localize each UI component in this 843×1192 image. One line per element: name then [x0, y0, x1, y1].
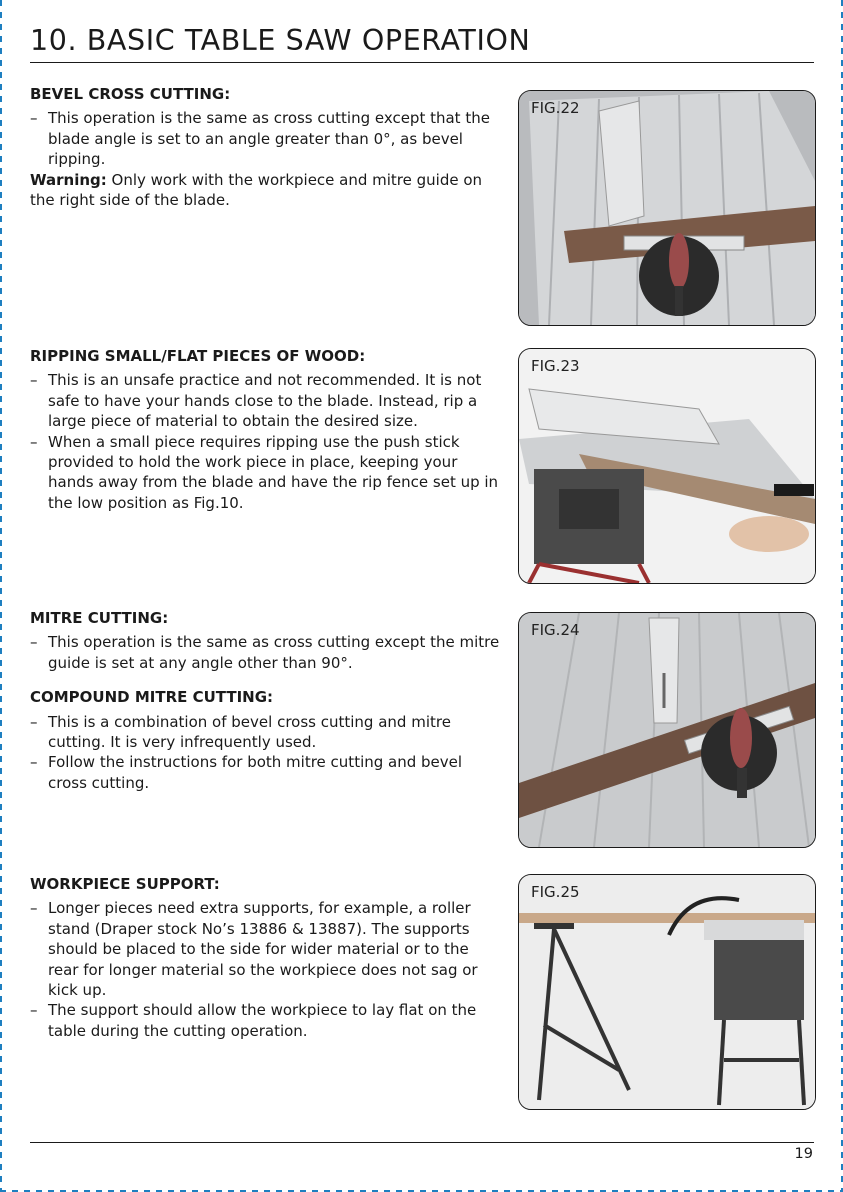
bullet-dash: –	[30, 633, 38, 652]
figure-label: FIG.25	[531, 883, 580, 901]
warning-text: Only work with the workpiece and mitre guide on the right side of the blade.	[30, 170, 483, 210]
section-bevel-cross-cutting	[30, 84, 500, 210]
bullet-text: Longer pieces need extra supports, for example, a roller stand (Draper stock No’s 13886 & 13887). The supports should be placed to the side for wider material or to the rear for longer material so the workpiece does not sag or kick up.	[48, 899, 478, 1000]
bullet-text: When a small piece requires ripping use the push stick provided to hold the work piece in place, keeping your hands away from the blade and have the rip fence set up in the low position as Fig.10.	[48, 432, 499, 512]
figure-23-photo	[518, 348, 816, 584]
bullet-dash: –	[30, 899, 38, 918]
warning-paragraph	[30, 170, 500, 211]
section-mitre-cutting	[30, 608, 500, 793]
mitre-cutting-illustration	[519, 613, 815, 847]
page-border-left	[0, 0, 2, 1192]
bullet-item	[30, 632, 500, 673]
section-heading: WORKPIECE SUPPORT:	[30, 875, 220, 893]
figure-label: FIG.24	[531, 621, 580, 639]
bullet-text: The support should allow the workpiece to lay flat on the table during the cutting operation.	[48, 1001, 477, 1040]
push-stick-ripping-illustration	[519, 349, 815, 583]
bullet-text: This is an unsafe practice and not recommended. It is not safe to have your hands close to the blade. Instead, rip a large piece of material to obtain the desired size.	[48, 371, 482, 431]
figure-label: FIG.23	[531, 357, 580, 375]
roller-stand-support-illustration	[519, 875, 815, 1109]
bullet-text: This operation is the same as cross cutting except the mitre guide is set at any angle other than 90°.	[48, 633, 500, 672]
warning-label: Warning:	[30, 170, 107, 189]
bullet-item	[30, 108, 500, 169]
bullet-item	[30, 370, 500, 431]
bullet-item	[30, 752, 500, 793]
section-heading: RIPPING SMALL/FLAT PIECES OF WOOD:	[30, 347, 366, 365]
page-number: 19	[794, 1146, 813, 1162]
section-workpiece-support	[30, 874, 500, 1041]
section-heading: MITRE CUTTING:	[30, 609, 169, 627]
figure-25-photo	[518, 874, 816, 1110]
bullet-dash: –	[30, 712, 38, 731]
figure-22-photo	[518, 90, 816, 326]
page-title: 10. BASIC TABLE SAW OPERATION	[30, 24, 531, 57]
bullet-item	[30, 898, 500, 1000]
bullet-dash: –	[30, 371, 38, 390]
figure-24-photo	[518, 612, 816, 848]
figure-label: FIG.22	[531, 99, 580, 117]
table-saw-bevel-illustration	[519, 91, 815, 325]
section-heading: COMPOUND MITRE CUTTING:	[30, 688, 274, 707]
bullet-item	[30, 432, 500, 514]
bullet-dash: –	[30, 432, 38, 451]
title-rule	[30, 62, 814, 63]
bullet-dash: –	[30, 1001, 38, 1020]
bullet-text: This operation is the same as cross cutting except that the blade angle is set to an angle greater than 0°, as bevel ripping.	[48, 109, 490, 169]
bullet-text: Follow the instructions for both mitre cutting and bevel cross cutting.	[48, 753, 463, 792]
bullet-dash: –	[30, 109, 38, 128]
bullet-item	[30, 1000, 500, 1041]
bullet-dash: –	[30, 753, 38, 772]
section-heading: BEVEL CROSS CUTTING:	[30, 85, 231, 103]
bullet-item	[30, 712, 500, 753]
section-ripping-small-pieces	[30, 346, 500, 513]
bullet-text: This is a combination of bevel cross cutting and mitre cutting. It is very infrequently used.	[48, 712, 451, 752]
footer-rule	[30, 1142, 814, 1143]
